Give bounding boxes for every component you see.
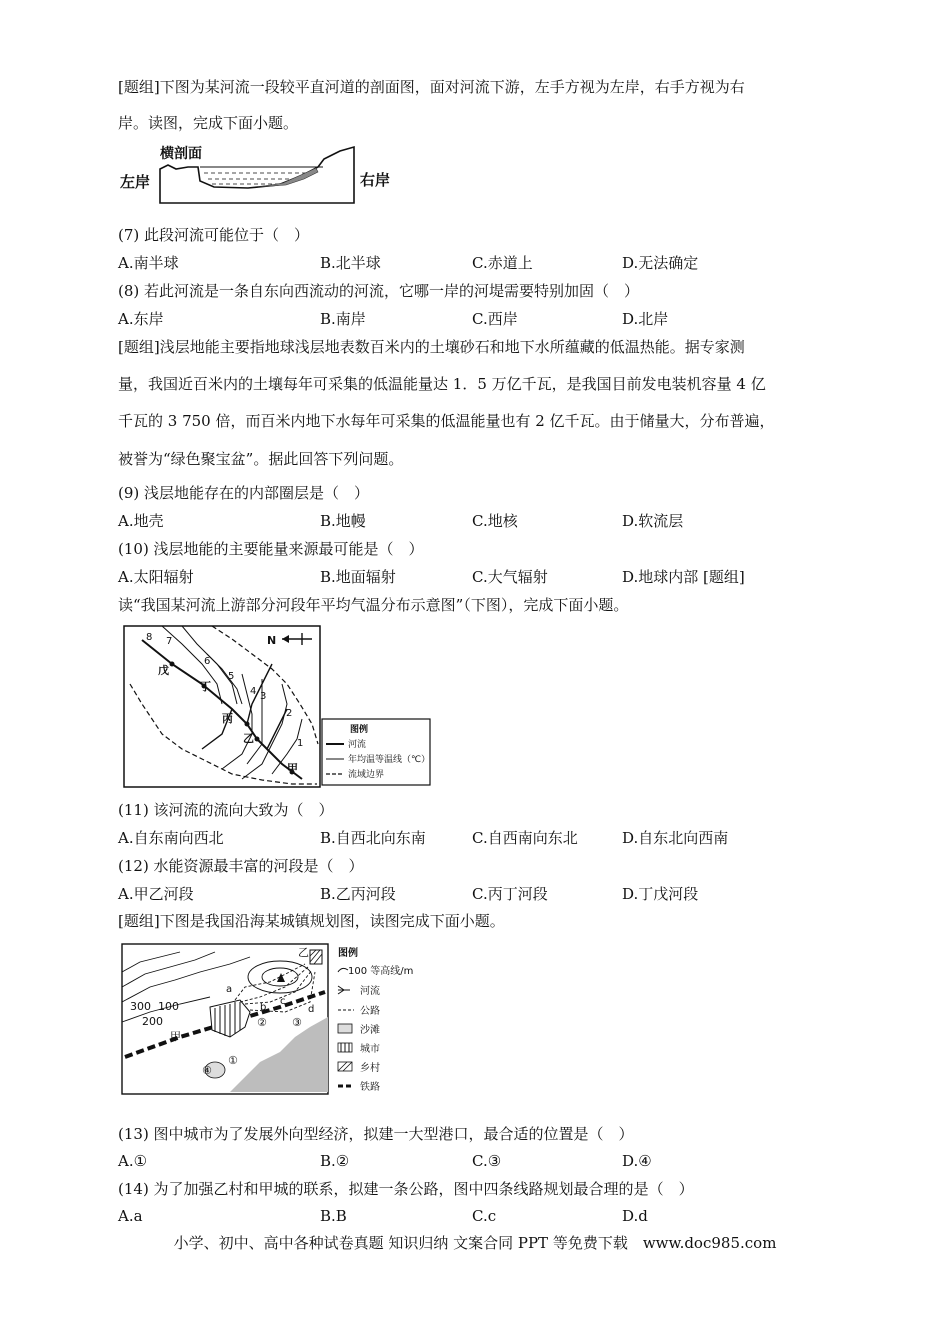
question-8-stem: (8) 若此河流是一条自东向西流动的河流，它哪一岸的河堤需要特别加固（ ） — [118, 282, 640, 300]
svg-text:100: 100 — [158, 1000, 179, 1013]
option-b[interactable]: B.地幔 — [320, 512, 366, 530]
option-a[interactable]: A.a — [118, 1207, 143, 1225]
svg-text:河流: 河流 — [348, 740, 367, 750]
svg-text:8: 8 — [146, 632, 153, 643]
svg-text:城市: 城市 — [360, 1044, 380, 1055]
option-a[interactable]: A.南半球 — [118, 254, 179, 272]
option-d[interactable]: D.软流层 — [622, 512, 684, 530]
option-d[interactable]: D.无法确定 — [622, 254, 699, 272]
svg-text:铁路: 铁路 — [360, 1082, 380, 1093]
point-jia: 甲 — [287, 762, 298, 775]
group4-intro-line1: [题组]下图是我国沿海某城镇规划图，读图完成下面小题。 — [118, 912, 505, 930]
site-1: ① — [228, 1054, 238, 1067]
option-b[interactable]: B.北半球 — [320, 254, 381, 272]
question-14-options — [118, 1206, 858, 1226]
svg-text:300: 300 — [130, 1000, 151, 1013]
question-7-stem: (7) 此段河流可能位于（ ） — [118, 226, 310, 244]
question-9-options — [118, 511, 858, 531]
option-b[interactable]: B.南岸 — [320, 310, 366, 328]
svg-text:乡村: 乡村 — [360, 1063, 380, 1074]
river-temperature-map — [122, 624, 434, 790]
option-c[interactable]: C.地核 — [472, 512, 518, 530]
option-d[interactable]: D.自东北向西南 — [622, 829, 729, 847]
option-d[interactable]: D.北岸 — [622, 310, 669, 328]
svg-text:1: 1 — [297, 738, 304, 749]
option-c[interactable]: C.自西南向东北 — [472, 829, 578, 847]
question-8-options — [118, 309, 858, 329]
question-10-options — [118, 567, 858, 587]
place-yi: 乙 — [298, 946, 309, 959]
point-ding: 丁 — [200, 680, 211, 693]
group2-intro-line1: [题组]浅层地能主要指地球浅层地表数百米内的土壤砂石和地下水所蕴藏的低温热能。据专家测 — [118, 338, 745, 356]
route-c: c — [280, 996, 286, 1007]
question-9-stem: (9) 浅层地能存在的内部圈层是（ ） — [118, 484, 370, 502]
route-d: d — [308, 1004, 315, 1015]
svg-text:公路: 公路 — [360, 1006, 380, 1017]
point-bing: 丙 — [222, 712, 233, 725]
option-a[interactable]: A.甲乙河段 — [118, 885, 194, 903]
svg-text:100 等高线/m: 100 等高线/m — [348, 966, 414, 977]
group1-intro-line1: [题组]下图为某河流一段较平直河道的剖面图，面对河流下游，左手方视为左岸，右手方视为右 — [118, 78, 745, 96]
option-b[interactable]: B.B — [320, 1207, 347, 1225]
map-legend — [322, 719, 430, 785]
question-7-options — [118, 253, 858, 273]
question-13-stem: (13) 图中城市为了发展外向型经济，拟建一大型港口，最合适的位置是（ ） — [118, 1125, 634, 1143]
right-bank-label: 右岸 — [360, 171, 391, 189]
svg-text:年均温等温线（℃）: 年均温等温线（℃） — [348, 755, 431, 765]
site-3: ③ — [292, 1016, 302, 1029]
route-b: b — [260, 1002, 267, 1013]
coastal-town-planning-map — [120, 942, 420, 1097]
question-11-options — [118, 828, 858, 848]
cross-section-title: 横剖面 — [160, 146, 202, 162]
point-yi: 乙 — [243, 732, 254, 745]
question-11-stem: (11) 该河流的流向大致为（ ） — [118, 801, 334, 819]
option-d[interactable]: D.地球内部 [题组] — [622, 568, 745, 586]
option-c[interactable]: C.大气辐射 — [472, 568, 548, 586]
svg-text:7: 7 — [166, 636, 173, 647]
site-2: ② — [257, 1016, 267, 1029]
question-13-options — [118, 1151, 858, 1171]
question-14-stem: (14) 为了加强乙村和甲城的联系，拟建一条公路，图中四条线路规划最合理的是（ ） — [118, 1180, 694, 1198]
svg-text:4: 4 — [250, 686, 257, 697]
svg-text:图例: 图例 — [350, 725, 369, 735]
svg-text:沙滩: 沙滩 — [360, 1025, 380, 1036]
option-a[interactable]: A.太阳辐射 — [118, 568, 194, 586]
svg-text:河流: 河流 — [360, 986, 380, 997]
option-c[interactable]: C.③ — [472, 1152, 502, 1170]
site-4: ④ — [202, 1064, 212, 1077]
question-12-options — [118, 884, 858, 904]
route-a: a — [226, 984, 233, 995]
river-cross-section-figure — [118, 141, 398, 207]
svg-text:图例: 图例 — [338, 948, 358, 959]
question-12-stem: (12) 水能资源最丰富的河段是（ ） — [118, 857, 364, 875]
option-b[interactable]: B.② — [320, 1152, 350, 1170]
planning-map-legend — [338, 946, 413, 1093]
question-10-stem: (10) 浅层地能的主要能量来源最可能是（ ） — [118, 540, 424, 558]
option-c[interactable]: C.西岸 — [472, 310, 518, 328]
page-footer: 小学、初中、高中各种试卷真题 知识归纳 文案合同 PPT 等免费下载 www.doc985.com — [173, 1234, 777, 1252]
group2-intro-line3: 千瓦的 3 750 倍，而百米内地下水每年可采集的低温能量也有 2 亿千瓦。由于储量大，分布普遍， — [118, 412, 775, 430]
option-b[interactable]: B.地面辐射 — [320, 568, 396, 586]
group2-intro-line2: 量，我国近百米内的土壤每年可采集的低温能量达 1．5 万亿千瓦，是我国目前发电装机容量 4 亿 — [118, 375, 766, 393]
svg-text:2: 2 — [286, 708, 293, 719]
option-d[interactable]: D.丁戊河段 — [622, 885, 699, 903]
point-wu: 戊 — [158, 664, 169, 677]
svg-text:5: 5 — [228, 671, 235, 682]
option-b[interactable]: B.自西北向东南 — [320, 829, 426, 847]
svg-text:3: 3 — [260, 691, 267, 702]
option-a[interactable]: A.自东南向西北 — [118, 829, 224, 847]
group3-intro-line1: 读“我国某河流上游部分河段年平均气温分布示意图”（下图），完成下面小题。 — [118, 596, 629, 614]
group1-intro-line2: 岸。读图，完成下面小题。 — [118, 114, 299, 132]
svg-text:200: 200 — [142, 1015, 163, 1028]
option-c[interactable]: C.赤道上 — [472, 254, 533, 272]
option-c[interactable]: C.丙丁河段 — [472, 885, 548, 903]
svg-text:流域边界: 流域边界 — [348, 770, 385, 780]
group2-intro-line4: 被誉为“绿色聚宝盆”。据此回答下列问题。 — [118, 450, 404, 468]
place-jia: 甲 — [170, 1030, 181, 1043]
north-label: N — [267, 634, 277, 647]
option-b[interactable]: B.乙丙河段 — [320, 885, 396, 903]
svg-text:6: 6 — [204, 656, 211, 667]
option-c[interactable]: C.c — [472, 1207, 497, 1225]
option-a[interactable]: A.地壳 — [118, 512, 164, 530]
option-a[interactable]: A.东岸 — [118, 310, 164, 328]
option-d[interactable]: D.d — [622, 1207, 648, 1225]
option-d[interactable]: D.④ — [622, 1152, 652, 1170]
option-a[interactable]: A.① — [118, 1152, 148, 1170]
left-bank-label: 左岸 — [120, 173, 151, 191]
